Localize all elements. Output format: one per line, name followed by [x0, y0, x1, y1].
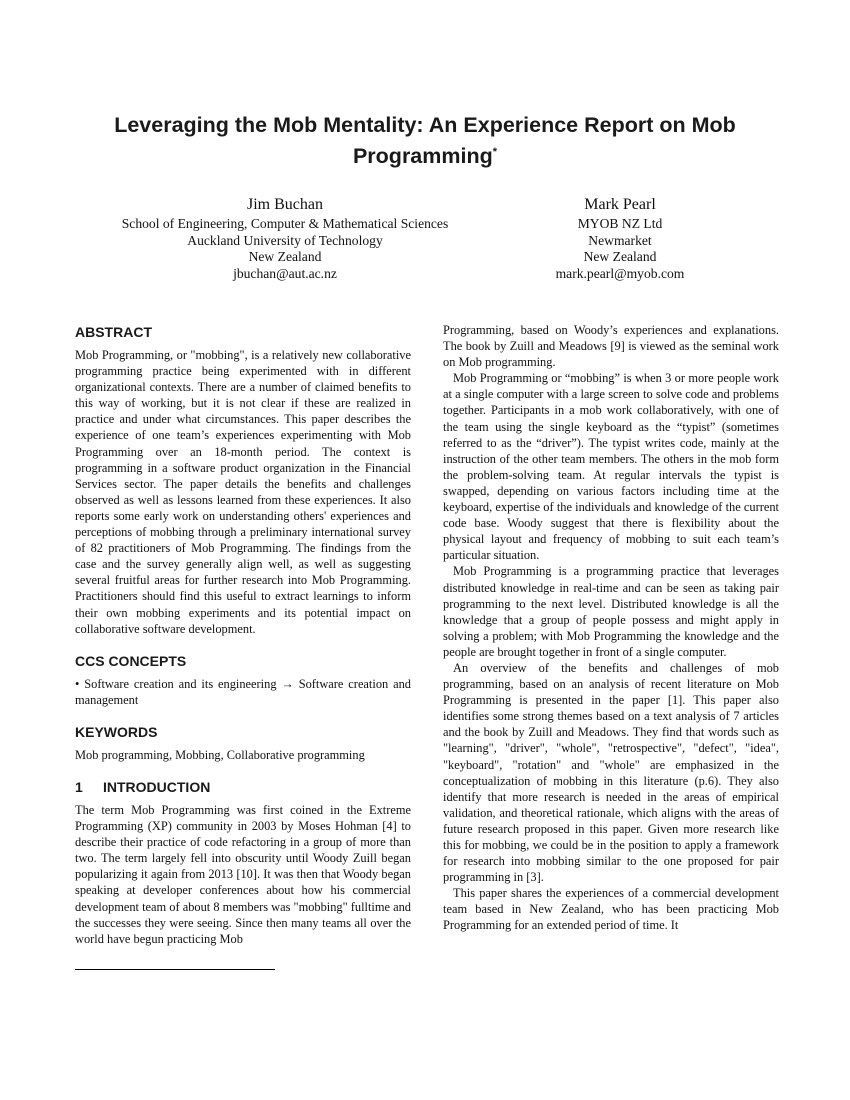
author-block-2	[520, 195, 720, 282]
author-name: Mark Pearl	[584, 196, 656, 213]
introduction-paragraph-scope: This paper shares the experiences of a commercial development team based in New Zealand, who has been practicing Mob Programming for an extended period of time. It	[443, 886, 779, 933]
author-affiliation-country: New Zealand	[583, 249, 657, 264]
title-footnote-marker: *	[492, 145, 498, 158]
abstract-heading: ABSTRACT	[75, 324, 152, 340]
introduction-paragraph-overview: An overview of the benefits and challenges of mob programming, based on an analysis of recent literature on Mob Programming is presented in the paper [1]. This paper also identifies some strong themes based on a text analysis of 7 articles and the book by Zuill and Meadows. They find that words such as "learning", "driver", "whole", "retrospective", "defect", "idea", "keyboard", "rotation" and "whole" are emphasized in the conceptualization of mobbing in this literature (p.6). They also identify that more research is needed in the areas of empirical validation, and theoretical rationale, which aligns with the areas of future research proposed in this paper. Given more research like this for mobbing, we could be in the position to apply a framework for research into mobbing similar to the one proposed for pair programming in [3].	[443, 660, 779, 885]
abstract-section	[75, 322, 411, 637]
keywords-section	[75, 722, 411, 763]
author-name: Jim Buchan	[247, 196, 323, 213]
keywords-heading: KEYWORDS	[75, 723, 158, 740]
author-affiliation-department: School of Engineering, Computer & Mathematical Sciences	[121, 216, 449, 231]
section-title: INTRODUCTION	[103, 778, 211, 795]
ccs-heading: CCS CONCEPTS	[75, 652, 187, 669]
author-email: jbuchan@aut.ac.nz	[233, 265, 337, 281]
left-column	[75, 322, 411, 947]
right-column	[443, 322, 779, 934]
author-affiliation-city: Newmarket	[588, 232, 652, 248]
footnote-divider	[75, 969, 275, 970]
author-affiliation-institution: Auckland University of Technology	[187, 232, 383, 248]
introduction-paragraph-definition: Mob Programming or “mobbing” is when 3 or more people work at a single computer with a large screen to solve code and problems together. Participants in a mob work collaboratively, with one of the team using the single keyboard as the “typist” (sometimes referred to as the “driver”). The typist writes code, mainly at the instruction of the other team members. The others in the mob form the problem-solving team. At regular intervals the typist is swapped, depending on various factors including time at the keyboard, expertise of the individuals and knowledge of the current code base. Woody suggest that there is flexibility about the physical layout and frequency of mobbing to suit each team’s particular situation.	[443, 371, 779, 563]
introduction-paragraph-knowledge: Mob Programming is a programming practice that leverages distributed knowledge in real-time and can be seen as taking pair programming to the next level. Distributed knowledge is all the knowledge that a group of people possess and might apply in solving a problem; with Mob Programming the knowledge and the people are brought together in front of a single computer.	[443, 564, 779, 659]
paper-title-text: Leveraging the Mob Mentality: An Experience Report on Mob Programming	[114, 113, 736, 168]
introduction-paragraph-1: The term Mob Programming was first coined in the Extreme Programming (XP) community in 2003 by Moses Hohman [4] to describe their practice of code refactoring in a group of more than two. The term largely fell into obscurity until Woody Zuill began popularizing it again from 2013 [10]. It was then that Woody began speaking at developer conferences about how his commercial development team of about 8 members was "mobbing" fulltime and the successes they were seeing. Since then many teams all over the world have begun practicing Mob	[75, 802, 411, 946]
section-number: 1	[75, 778, 83, 795]
author-affiliation-country: New Zealand	[248, 249, 322, 264]
introduction-heading	[75, 777, 411, 797]
ccs-text: • Software creation and its engineering → Software creation and management	[75, 676, 411, 707]
paper-title	[75, 110, 775, 172]
keywords-text: Mob programming, Mobbing, Collaborative programming	[75, 747, 365, 762]
abstract-text: Mob Programming, or "mobbing", is a relatively new collaborative programming practice being experimented with in different organizational contexts. There are a number of claimed benefits to this way of working, but it is not clear if these are realized in practice and under what circumstances. This paper describes the experience of one team’s experiences experimenting with Mob Programming over an 18-month period. The context is programming in a software product organization in the Financial Services sector. The paper details the benefits and challenges observed as well as lessons learned from these experiences. It also reports some early work on understanding others' experiences and perceptions of mobbing through a preliminary international survey of 82 practitioners of Mob Programming. The findings from the case and the survey generally align well, as well as suggesting several fruitful areas for further research into Mob Programming. Practitioners should find this useful to extract learnings to inform their own mobbing experiments and its potential impact on collaborative software development.	[75, 348, 411, 636]
author-block-1	[95, 195, 475, 282]
introduction-section	[75, 777, 411, 947]
author-affiliation-company: MYOB NZ Ltd	[577, 216, 663, 231]
ccs-section	[75, 651, 411, 708]
introduction-paragraph-continued: Programming, based on Woody’s experiences and explanations. The book by Zuill and Meadows [9] is viewed as the seminal work on Mob programming.	[443, 323, 779, 370]
author-email: mark.pearl@myob.com	[555, 265, 685, 281]
